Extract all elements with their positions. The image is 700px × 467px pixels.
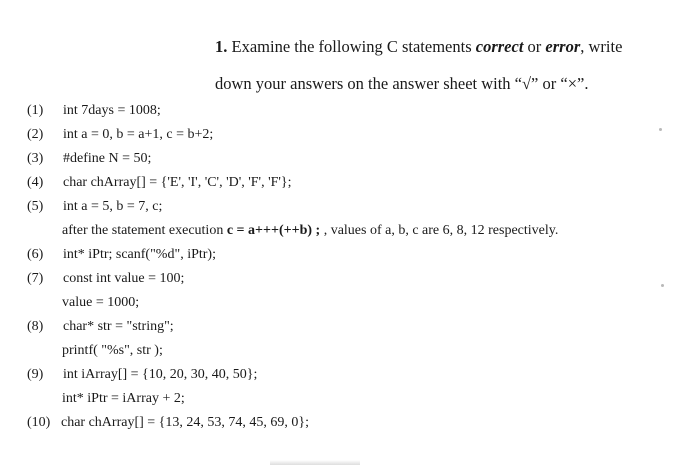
- item-code: int a = 5, b = 7, c;: [63, 199, 163, 214]
- item-8: [27, 317, 174, 337]
- item-code: int* iPtr; scanf("%d", iPtr);: [63, 247, 216, 262]
- item-code-continued: int* iPtr = iArray + 2;: [62, 391, 185, 406]
- item-number: (8): [27, 319, 44, 334]
- item-number: (3): [27, 151, 44, 166]
- item-5: [27, 197, 162, 217]
- item-code: int a = 0, b = a+1, c = b+2;: [63, 127, 214, 142]
- note-pre: after the statement execution: [62, 223, 227, 238]
- item-code: const int value = 100;: [63, 271, 185, 286]
- item-4: [27, 173, 292, 193]
- note-post: , values of a, b, c are 6, 8, 12 respectively.: [320, 223, 559, 238]
- item-number: (9): [27, 367, 44, 382]
- item-number: (7): [27, 271, 44, 286]
- item-code: int 7days = 1008;: [63, 103, 161, 118]
- note-expression: c = a+++(++b) ;: [226, 223, 321, 238]
- item-2: [27, 125, 213, 145]
- heading-write: , write: [580, 37, 623, 56]
- item-3: [27, 149, 151, 169]
- item-number: (6): [27, 247, 44, 262]
- keyword-correct: correct: [475, 37, 524, 56]
- heading-or: or: [527, 37, 542, 56]
- item-6: [27, 245, 216, 265]
- stray-mark: [661, 284, 664, 287]
- item-number: (5): [27, 199, 44, 214]
- item-code: char* str = "string";: [63, 319, 174, 334]
- cropped-text-remnant: [270, 460, 360, 465]
- heading-line-2-text: down your answers on the answer sheet with “√” or “×”.: [215, 74, 589, 93]
- heading-text: Examine the following C statements: [231, 37, 472, 56]
- question-number: 1.: [215, 37, 228, 56]
- item-7-line-2: [62, 293, 139, 313]
- item-7: [27, 269, 184, 289]
- item-number: (1): [27, 103, 44, 118]
- item-1: [27, 101, 161, 121]
- item-10: [27, 413, 309, 433]
- item-code-continued: value = 1000;: [62, 295, 140, 310]
- item-code: char chArray[] = {13, 24, 53, 74, 45, 69, 0};: [61, 415, 310, 430]
- stray-mark: [659, 128, 662, 131]
- item-number: (4): [27, 175, 44, 190]
- item-5-note: [62, 221, 558, 241]
- item-8-line-2: [62, 341, 163, 361]
- item-code: int iArray[] = {10, 20, 30, 40, 50};: [63, 367, 258, 382]
- item-code-continued: printf( "%s", str );: [62, 343, 163, 358]
- question-heading-line-1: [215, 37, 685, 57]
- item-code: #define N = 50;: [63, 151, 152, 166]
- keyword-error: error: [545, 37, 581, 56]
- question-heading-line-2: [215, 74, 685, 94]
- item-number: (10): [27, 415, 51, 430]
- item-code: char chArray[] = {'E', 'I', 'C', 'D', 'F', 'F'};: [63, 175, 292, 190]
- item-number: (2): [27, 127, 44, 142]
- item-9-line-2: [62, 389, 185, 409]
- item-9: [27, 365, 257, 385]
